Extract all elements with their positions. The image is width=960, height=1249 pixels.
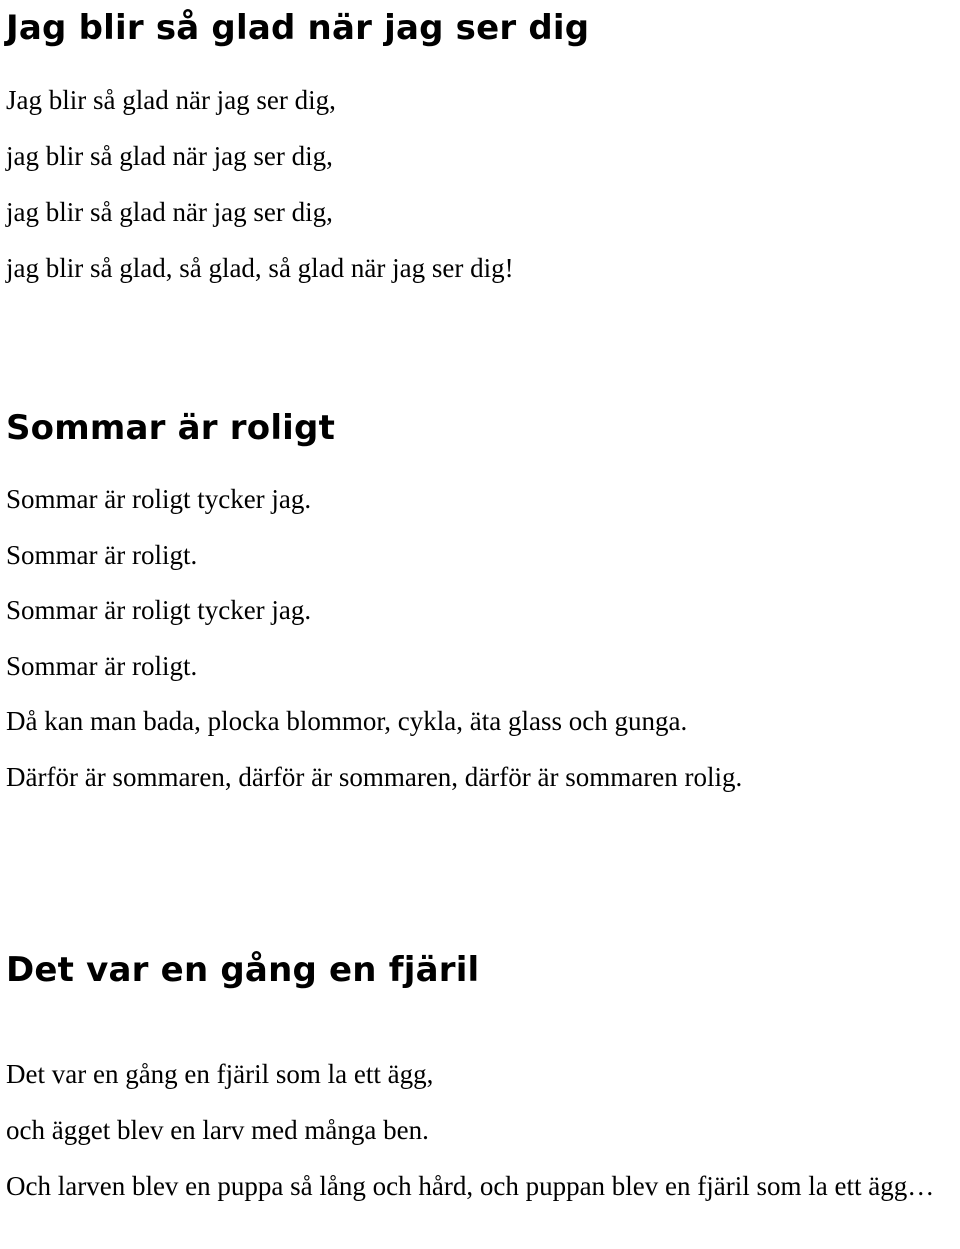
song-title: Jag blir så glad när jag ser dig bbox=[6, 8, 590, 48]
lyric-line: Sommar är roligt tycker jag. bbox=[6, 484, 312, 514]
song-title: Sommar är roligt bbox=[6, 408, 336, 448]
song-jag-blir-sa-glad bbox=[6, 8, 960, 296]
song-sommar-ar-roligt bbox=[6, 408, 960, 805]
lyrics bbox=[6, 472, 960, 805]
song-det-var-en-gang-en-fjaril bbox=[6, 950, 960, 1214]
lyric-line: jag blir så glad när jag ser dig, bbox=[6, 197, 333, 227]
lyric-line: Och larven blev en puppa så lång och hård, och puppan blev en fjäril som la ett ägg… bbox=[6, 1171, 935, 1201]
song-title: Det var en gång en fjäril bbox=[6, 950, 480, 990]
lyric-line: Sommar är roligt. bbox=[6, 650, 198, 681]
lyric-line: och ägget blev en larv med många ben. bbox=[6, 1115, 429, 1145]
lyrics bbox=[6, 1046, 960, 1214]
lyric-line: Därför är sommaren, därför är sommaren, därför är sommaren rolig. bbox=[6, 761, 743, 792]
lyrics bbox=[6, 72, 960, 296]
lyric-line: Det var en gång en fjäril som la ett ägg, bbox=[6, 1059, 434, 1089]
lyric-line: jag blir så glad när jag ser dig, bbox=[6, 141, 333, 171]
lyric-line: Sommar är roligt. bbox=[6, 539, 198, 570]
lyric-line: Sommar är roligt tycker jag. bbox=[6, 595, 312, 625]
lyric-line: Då kan man bada, plocka blommor, cykla, äta glass och gunga. bbox=[6, 706, 688, 736]
lyric-line: jag blir så glad, så glad, så glad när jag ser dig! bbox=[6, 253, 514, 283]
lyric-line: Jag blir så glad när jag ser dig, bbox=[6, 85, 336, 115]
